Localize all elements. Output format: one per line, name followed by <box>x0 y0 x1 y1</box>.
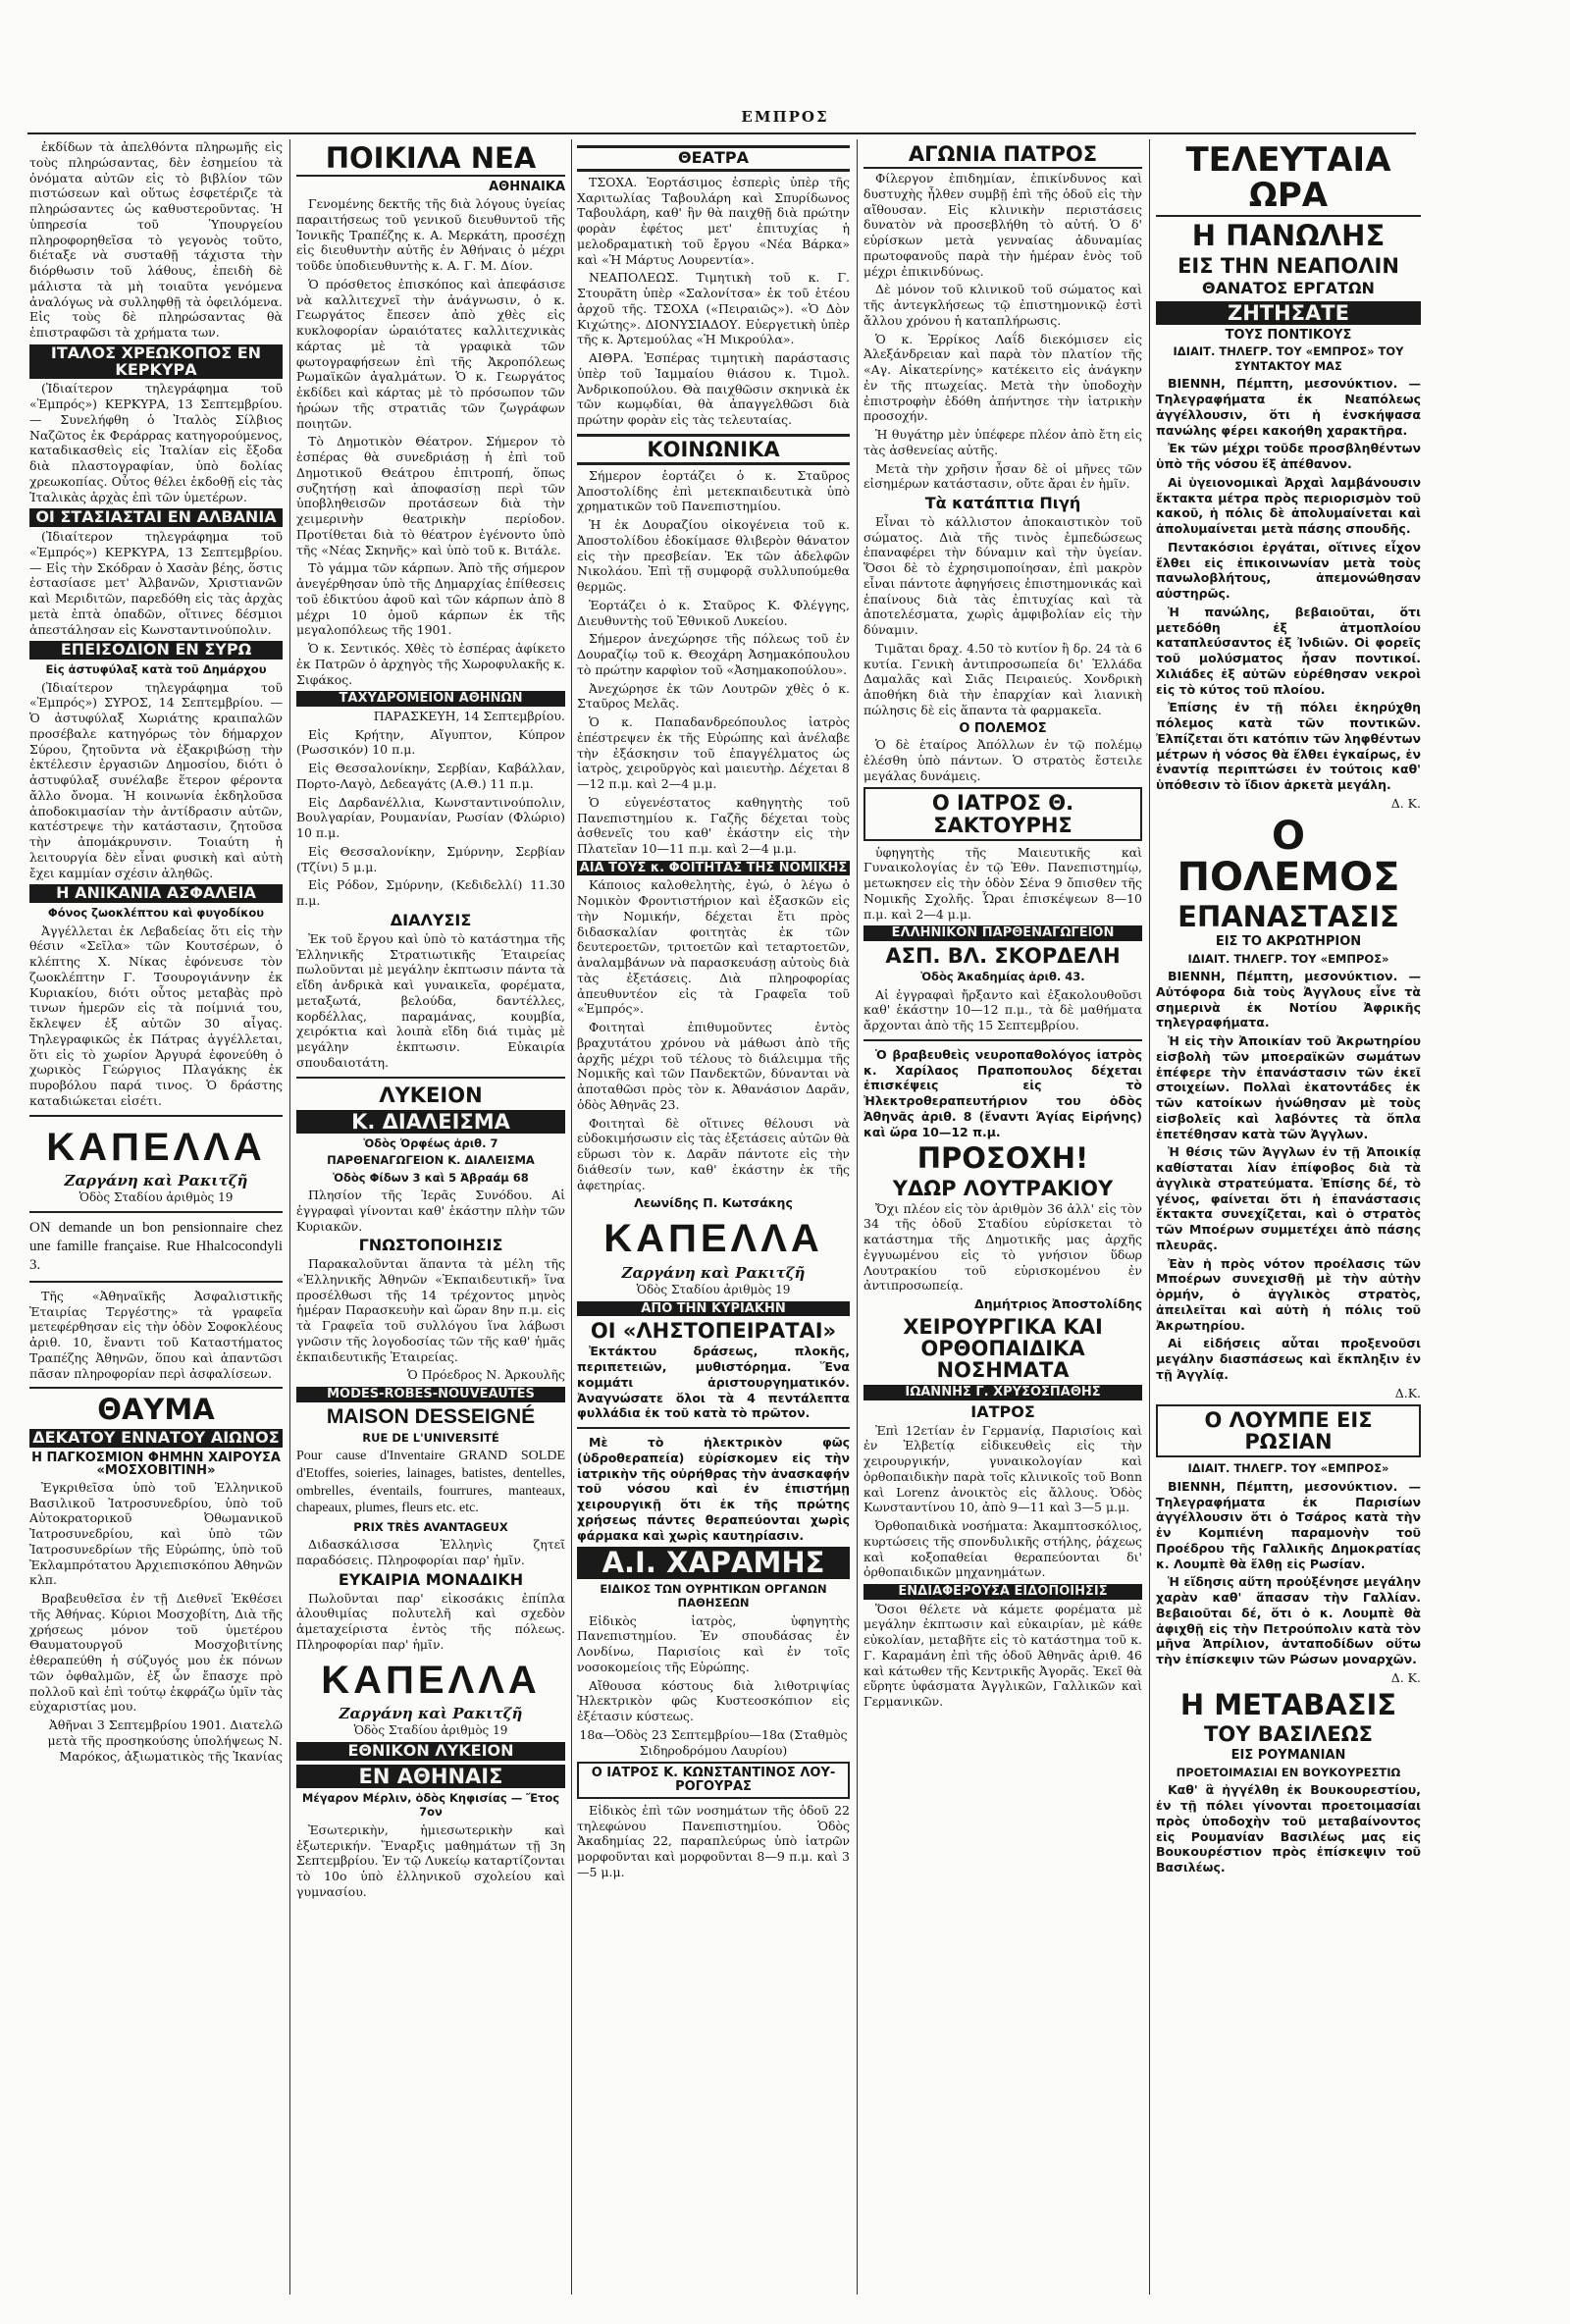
separator <box>29 1115 283 1117</box>
headline: Τὰ κατάπτια Πιγή <box>924 494 1081 513</box>
article-text: Ἐπίσης ἐν τῇ πόλει ἐκηρύχθη πόλεμος κατὰ τῶν ποντικῶν. Ἐλπίζεται ὅτι κατόπιν τῶν ληφθέντων μέτρων ἡ νόσος θὰ ἔλθει ἐγκαίρως, ἐν ἐναντίᾳ περιπτώσει ἐν τούτοις καθ' ὑπόθεσιν τὸ ἴδιον ἀρκετὰ μεγάλη. <box>1156 700 1421 793</box>
headline: Η ΜΕΤΑΒΑΣΙΣ <box>1179 1687 1397 1721</box>
article-text: ΑΙΘΡΑ. Ἑσπέρας τιμητικὴ παράστασις ὑπὲρ τοῦ Ἰαμμαίου θιάσου κ. Τιμολ. Ἀνδρικοπούλου. Θὰ παιχθῶσιν σκηνικὰ ἐκ τῶν κωμῳδίαι, θὰ ἀπαγγελθῶσι διὰ πρώτην φορὰν εἰς τὰς τελευταίας. <box>577 350 850 428</box>
headline: ΕΙΣ ΡΟΥΜΑΝΙΑΝ <box>1230 1748 1346 1764</box>
headline: ΑΙΑ ΤΟΥΣ κ. ΦΟΙΤΗΤΑΣ ΤΗΣ ΝΟΜΙΚΗΣ <box>577 861 850 876</box>
column-1 <box>29 139 283 2295</box>
separator <box>577 1427 850 1429</box>
ad-headline: Α.Ι. ΧΑΡΑΜΗΣ <box>577 1547 850 1578</box>
ad-headline: Ο ΙΑΤΡΟΣ Θ. ΣΑΚΤΟΥΡΗΣ <box>864 787 1142 840</box>
headline: Ο ΠΟΛΕΜΟΣ <box>959 720 1047 736</box>
ad-text: Ὁ βραβευθεὶς νευροπαθολόγος ἰατρὸς κ. Χαρίλαος Πραποπουλος δέχεται ἐπισκέψεις εἰς τὸ Ἠλεκτροθεραπευτήριον του ὁδὸς Ἀθηνᾶς ἀριθ. 8 (ἔναντι Ἁγίας Εἰρήνης) καὶ ὥρα 10—12 π.μ. <box>864 1046 1142 1139</box>
headline: Η ΠΑΝΩΛΗΣ <box>1191 219 1386 253</box>
separator <box>29 1281 283 1283</box>
subheadline: Εἰς ἀστυφύλαξ κατὰ τοῦ Δημάρχου <box>45 662 267 677</box>
schedule-item: Εἰς Κρήτην, Αἴγυπτον, Κύπρον (Ρωσσικόν) 10 π.μ. <box>296 726 565 758</box>
ad-headline: ΙΩΑΝΝΗΣ Γ. ΧΡΥΣΟΣΠΑΘΗΣ <box>864 1385 1142 1400</box>
article-text: Τὸ Δημοτικὸν Θέατρον. Σήμερον τὸ ἑσπέρας θὰ συνεδριάσῃ ἡ ἐπὶ τοῦ Δημοτικοῦ Θεάτρου ἐπιτροπή, ὅπως συζητήσῃ καὶ ἀποφασίσῃ περὶ τῶν ὑποβληθεισῶν προτάσεων διὰ τὴν χειμερινὴν θεατρικὴν περίοδον. Προτίθεται διὰ τὸ θέατρον ἐγένοντο ὑπὸ τῆς «Νέας Σκηνῆς» καὶ ὑπὸ τοῦ κ. Βιτάλε. <box>296 434 565 557</box>
headline: ΖΗΤΗΣΑΤΕ <box>1156 301 1421 325</box>
french-ad: ON demande un bon pensionnaire chez une famille française. Rue Hhalcocondyli 3. <box>29 1220 283 1273</box>
column-2 <box>296 139 565 2295</box>
headline: ΙΤΑΛΟΣ ΧΡΕΩΚΟΠΟΣ ΕΝ ΚΕΡΚΥΡΑ <box>29 344 283 380</box>
ad-title: ΚΑΠΕΛΛΑ <box>321 1658 541 1702</box>
ad-address: Ὁδὸς Ὀρφέως ἀριθ. 7 <box>363 1136 498 1150</box>
article-text: Ὁ κ. Σεντικός. Χθὲς τὸ ἑσπέρας ἀφίκετο ἐκ Πατρῶν ὁ ἀρχηγὸς τῆς Χωροφυλακῆς κ. Σιφάκος. <box>296 641 565 687</box>
ad-headline: Κ. ΔΙΑΛΕΙΣΜΑ <box>296 1110 565 1134</box>
article-text: Ἐκ τοῦ ἔργου καὶ ὑπὸ τὸ κατάστημα τῆς Ἑλληνικῆς Στρατιωτικῆς Ἑταιρείας πωλοῦνται μὲ μεγάλην ἐκπτωσιν πάντα τὰ εἴδη ἀνδρικὰ καὶ γυναικεῖα, φορέματα, μεταξωτά, βελούδα, δαντέλλες, κορδέλλας, παραμάνας, κουμβία, χειρόκτια καὶ λοιπὰ εἴδη διά τιμὰς μὲ μεγάλην ἐκπτωσιν. Εὐκαιρία σπουδαιοτάτη. <box>296 930 565 1070</box>
subheadline: Φόνος ζωοκλέπτου καὶ φυγοδίκου <box>47 906 265 921</box>
article-text: Αἱ ὑγειονομικαὶ Ἀρχαὶ λαμβάνουσιν ἔκτακτα μέτρα πρὸς περιορισμὸν τοῦ κακοῦ, ἡ πόλις δὲ ἀπολυμαίνεται καὶ ἀπολυμαίνεται μετὰ πάσης σπουδῆς. <box>1156 474 1421 537</box>
article-text: Ἑορτάζει ὁ κ. Σταῦρος Κ. Φλέγγης, Διευθυντὴς τοῦ Ἐθνικοῦ Λυκείου. <box>577 597 850 628</box>
ad-text: Εἰδικὸς ἐπὶ τῶν νοσημάτων τῆς ὁδοῦ 22 τηλεφώνου Πανεπιστημίου. Ὁδὸς Ἀκαδημίας 22, παραπλεύρως ὑπὸ ἰατρῶν μορφοῦνται καὶ μορφοῦνται 8—9 π.μ. καὶ 3—5 μ.μ. <box>577 1802 850 1879</box>
article-text: Ἡ εἴδησις αὕτη προὐξένησε μεγάλην χαρὰν καθ' ἅπασαν τὴν Γαλλίαν. Βεβαιοῦται δέ, ὅτι ὁ κ. Λουμπὲ θὰ ἀφιχθῇ εἰς τὴν Πετρούπολιν κατὰ τὸν μῆνα Ἀπρίλιον, ἀνταποδίδων οὕτω τὴν ἐπίσκεψιν τῶν Ρώσων μοναρχῶν. <box>1156 1574 1421 1667</box>
article-text: Ἐκ τῶν μέχρι τοῦδε προσβληθέντων ὑπὸ τῆς νόσου ἕξ ἀπέθανον. <box>1156 441 1421 472</box>
french-ad: Pour cause d'Inventaire GRAND SOLDE d'Etoffes, soieries, lainages, batistes, dentelles, ombrelles, éventails, fourrures, manteaux, chapeaux, plumes, fleurs etc. etc. <box>296 1449 565 1516</box>
signature: Λεωνίδης Π. Κωτσάκης <box>634 1195 793 1211</box>
ad-headline: ΥΔΩΡ ΛΟΥΤΡΑΚΙΟΥ <box>892 1176 1114 1200</box>
ad-text: Ἐκτάκτου δράσεως, πλοκῆς, περιπετειῶν, μυθιστόρημα. Ἕνα κομμάτι ἀριστουργηματικόν. Ἀναγνώσατε ὅλοι τὰ 4 πεντάλεπτα φυλλάδια ἐκ τοῦ κατὰ τὸ πρῶτον. <box>577 1344 850 1421</box>
source-line: ΙΔΙΑΙΤ. ΤΗΛΕΓΡ. ΤΟΥ «ΕΜΠΡΟΣ» <box>1187 1461 1389 1476</box>
article-text: Φοιτηταὶ ἐπιθυμοῦντες ἐντὸς βραχυτάτου χρόνου νὰ μάθωσι ἀπὸ τῆς ἀρχῆς μέχρι τοῦ τέλους τὸ διάλειμμα τῆς Νομικῆς καὶ τῶν Πανδεκτῶν, δύνανται νὰ ἀποταθῶσι πρὸς τὸν κ. Ἀθανάσιον Δαρᾶν, ὁδὸς Ἀθηνᾶς 23. <box>577 1020 850 1112</box>
article-text: Τὸ γάμμα τῶν κάρπων. Ἀπὸ τῆς σήμερον ἀνεγέρθησαν ὑπὸ τῆς Δημαρχίας ἐπίθεσεις τοῦ ἐδικτύου ἀφοῦ καὶ τῶν κάρπων ἀπὸ 8 μέχρι 10 ὁμοῦ κάρπων ἐκ τῆς μεγαλοπόλεως τῆς 1901. <box>296 560 565 638</box>
article-text: Ἡ θέσις τῶν Ἀγγλων ἐν τῇ Ἀποικίᾳ καθίσταται λίαν ἐπίφοβος διὰ τὰ ἀγγλικὰ στρατεύματα. Ἐπίσης δέ, τὸ γένος, φαίνεται ὅτι ἡ ἐπανάστασις ἔκτακτα συνεχίζεται, καὶ ὁ στρατὸς τῶν Μποέρων συμμετέχει ἀπὸ πάσης πλευρᾶς. <box>1156 1144 1421 1252</box>
ad-address: RUE DE L'UNIVERSITÉ <box>362 1430 499 1445</box>
ad-text: Ὀρθοπαιδικὰ νοσήματα: Ἀκαμπτοσκόλιος, κυρτώσεις τῆς σπονδυλικῆς στήλης, ῥάχεως καὶ κοξοπαθείαι θεραπεύονται δι' ὀρθοπαιδικῶν μηχανημάτων. <box>864 1518 1142 1580</box>
headline: ΔΙΑΛΥΣΙΣ <box>390 910 472 929</box>
headline: Η ΑΝΙΚΑΝΙΑ ΑΣΦΑΛΕΙΑ <box>29 884 283 903</box>
schedule-item: Εἰς Θεσσαλονίκην, Σερβίαν, Καβάλλαν, Πορτο-Λαγὸ, Δεδεαγάτς (Α.Θ.) 11 π.μ. <box>296 761 565 791</box>
headline: ΘΑΝΑΤΟΣ ΕΡΓΑΤΩΝ <box>1202 278 1375 297</box>
article-text: Μετὰ τὴν χρῆσιν ἦσαν δὲ οἱ μῆνες τῶν εἰσημέρων κατάστασιν, οὔτε ἄραι ἐν ἡμῖν. <box>864 460 1142 492</box>
date-line: ΠΑΡΑΣΚΕΥΗ, 14 Σεπτεμβρίου. <box>373 708 565 723</box>
headline: ΤΑΧΥΔΡΟΜΕΙΟΝ ΑΘΗΝΩΝ <box>296 691 565 707</box>
ad-subtitle: Ζαργάνη καὶ Ρακιτζῆ <box>339 1704 523 1722</box>
schedule-item: Εἰς Δαρδανέλλια, Κωνσταντινούπολιν, Βουλγαρίαν, Ρουμανίαν, Ρωσίαν (Φλώριο) 10 π.μ. <box>296 794 565 841</box>
ad-headline: Ο ΙΑΤΡΟΣ Κ. ΚΩΝΣΤΑΝΤΙΝΟΣ ΛΟΥ-ΡΟΓΟΥΡΑΣ <box>577 1762 850 1798</box>
column-divider <box>857 139 858 2295</box>
ad-text: Διδασκάλισσα Ἑλληνὶς ζητεῖ παραδόσεις. Πληροφορίαι παρ' ἡμῖν. <box>296 1537 565 1568</box>
article-text: Ἐὰν ἡ πρὸς νότον προέλασις τῶν Μποέρων συνεχισθῇ μὲ τὴν αὐτὴν ὁρμήν, ὁ ἀγγλικὸς στρατὸς, ἀπειλεῖται καὶ αὐτὴ ἡ πόλις τοῦ Ἀκρωτηρίου. <box>1156 1255 1421 1333</box>
article-text: Ἀγγέλλεται ἐκ Λεβαδείας ὅτι εἰς τὴν θέσιν «Σεῖλα» τῶν Κουτσέρων, ὁ κλέπτης Χ. Νίκας ἐφόνευσε τὸν ζωοκλέπτην Γ. Τσουρογιάννην ἐκ Κυριακίου, διότι οὗτος μεταβὰς πρὸ τινων ἡμερῶν εἰς τὰ ποίμνιά του, ἔκλεψεν ἐξ αὐτῶν 30 αἶγας. Τηλεγραφικῶς ἐκ Πάτρας ἀγγέλλεται, ὅτι εἰς τὸ χωρίον Ἀργυρά ἐφονεύθη ὁ χωρικὸς Γεώργιος Πλαγάκης ἐκ πυροβόλου παρά τινος. Ὁ δράστης καταδιώκεται εἰσέτι. <box>29 923 283 1108</box>
source-line: ΙΔΙΑΙΤ. ΤΗΛΕΓΡ. ΤΟΥ «ΕΜΠΡΟΣ» ΤΟΥ ΣΥΝΤΑΚΤΟΥ ΜΑΣ <box>1173 344 1404 373</box>
article-text: Δὲ μόνον τοῦ κλινικοῦ τοῦ σώματος καὶ τῆς ἀντεγκλήσεως τῷ ἐπιστημονικῷ ἐστὶ ἄλλου χρόνου ἡ καταπλήρωσις. <box>864 282 1142 328</box>
article-text: Αἱ εἰδήσεις αὗται προξενοῦσι μεγάλην διασπάσεως καὶ ἔκπληξιν ἐν τῇ Ἀγγλίᾳ. <box>1156 1336 1421 1382</box>
ad-text: Αἱ ἐγγραφαὶ ἤρξαντο καὶ ἐξακολουθοῦσι καθ' ἑκάστην 10—12 π.μ., τὰ δὲ μαθήματα ἄρχονται ἀπὸ τῆς 15 Σεπτεμβρίου. <box>864 986 1142 1032</box>
separator <box>29 1387 283 1389</box>
ad-headline: ΘΑΥΜΑ <box>97 1393 215 1427</box>
signature: Δ. Κ. <box>1390 795 1421 811</box>
ad-text: Ὄχι πλέον εἰς τὸν ἀριθμὸν 36 ἀλλ' εἰς τὸν 34 τῆς ὁδοῦ Σταδίου εὑρίσκεται τὸ κατάστημα τῆς Δημοτικῆς μας ἀρχῆς ἐγγυωμένου εἰς τὸ γνήσιον ὕδωρ Λουτρακίου τοῦ εὑρισκομένου ἐν ἀντιπροσωπείᾳ. <box>864 1200 1142 1294</box>
subheadline: ΠΡΟΕΤΟΙΜΑΣΙΑΙ ΕΝ ΒΟΥΚΟΥΡΕΣΤΙΩ <box>1176 1765 1401 1779</box>
headline: Ο ΠΟΛΕΜΟΣ <box>1177 813 1400 900</box>
headline: ΤΟΥ ΒΑΣΙΛΕΩΣ <box>1204 1722 1373 1747</box>
ad-text: Πλησίον τῆς Ἱερᾶς Συνόδου. Αἱ ἐγγραφαὶ γίνονται καθ' ἑκάστην πλὴν τῶν Κυριακῶν. <box>296 1188 565 1234</box>
article-text: Κάποιος καλοθελητὴς, ἐγώ, ὁ λέγω ὁ Νομικὸν Φροντιστήριον καὶ ἐξασκῶν εἰς τὴν Νομικήν, δέχεται ἔτι πρὸς διδασκαλίαν φοιτητὰς ἐκ τῶν δευτεροετῶν, τριτοετῶν καὶ τεταρτοετῶν, ἀναλαμβάνων νὰ παρασκευάσῃ αὐτοὺς διὰ τὰς ἐξετάσεις. Διὰ πληροφορίας ἀπευθυντέον εἰς τὰ Γραφεῖα τοῦ «Ἐμπρός». <box>577 877 850 1017</box>
article-text: Ὁ δὲ ἑταίρος Ἀπόλλων ἐν τῷ πολέμῳ ἐλέσθη ὑπὸ πάντων. Ὁ στρατὸς ἔστειλε μεγάλας δυνάμεις. <box>864 737 1142 783</box>
article-text: Πεντακόσιοι ἐργάται, οἵτινες εἶχον ἔλθει εἰς ἐπικοινωνίαν μετὰ τοὺς πανωλοβλήτους, ἀπεμονώθησαν αὐστηρῶς. <box>1156 539 1421 602</box>
article-text: ἐκδίδων τὰ ἀπελθόντα πληρωμῆς εἰς τοὺς πληρώσαντας, δὲν ἐσημείου τὰ ὀνόματα αὐτῶν εἰς τὸ βιβλίον τῶν πιστώσεων καὶ οὕτως ἐσφετέριζε τὰ πληρώσαντες ὡς καθυστεροῦντας. Ἡ ὑπηρεσία τοῦ Ὑπουργείου πληροφορηθεῖσα τὸ γεγονὸς τοῦτο, διέταξε νὰ συσταθῇ τάχιστα τὴν διόρθωσιν τοῦ λάθους, ἐπειδὴ δὲ μάλιστα τὰ μὴ τοιαῦτα γενόμενα ἀναλόγως νὰ συλληφθῇ τὰ ὀφειλόμενα. Εἰς τοὺς δὲ πληρώσαντας θὰ ἐπιστραφῶσι τὰ χρήματα των. <box>29 139 283 340</box>
article-text: ΒΙΕΝΝΗ, Πέμπτη, μεσονύκτιον. — Τηλεγραφήματα ἐκ Παρισίων ἀγγέλλουσιν ὅτι ὁ Τσάρος κατὰ τὴν ἐν Κομπιένη παραμονὴν τοῦ Προέδρου τῆς Γαλλικῆς Δημοκρατίας κ. Λουμπὲ θὰ ἔλθῃ εἰς Ρωσίαν. <box>1156 1478 1421 1571</box>
ad-address: Ὁδὸς Σταδίου ἀριθμὸς 19 <box>353 1722 508 1737</box>
schedule-item: Εἰς Θεσσαλονίκην, Σμύρνην, Σερβίαν (Τζίνι) 5 μ.μ. <box>296 843 565 874</box>
ad-headline: ΛΥΚΕΙΟΝ <box>379 1083 483 1107</box>
ad-headline: ΟΙ «ΛΗΣΤΟΠΕΙΡΑΤΑΙ» <box>590 1319 837 1344</box>
column-divider <box>571 139 572 2295</box>
ad-text: Ὅσοι θέλετε νὰ κάμετε φορέματα μὲ μεγάλην ἐκπτωσιν καὶ εὐκαιρίαν, μὲ κάθε εὐκολίαν, μεταβῆτε εἰς τὸ κατάστημα τοῦ κ. Γ. Καραμάνη ἐπὶ τῆς ὁδοῦ Ἀθηνᾶς ἀριθ. 46 καὶ κάτωθεν τῆς Κεντρικῆς Ἀγορᾶς. Ἐκεῖ θὰ εὕρητε ὑφάσματα Ἀγγλικῶν, Γαλλικῶν καὶ Γερμανικῶν. <box>864 1601 1142 1710</box>
article-text: Εἶναι τὸ κάλλιστον ἀποκαιστικὸν τοῦ σώματος. Διὰ τῆς τινὸς ἐμπεδώσεως ἐπαναφέρει τὴν δύναμιν καὶ τὴν ὑγείαν. Ὅσοι δὲ τὸ ἐχρησιμοποίησαν, ἐπὶ μακρὸν εἶναι πάντοτε ἀφηγήσεις ἐπιστημονικάς καὶ ἐπαίνους διὰ τὰς ἐπιτυχίας καὶ τὰ ἀποτελέσματα, χωρὶς ἀμφιβολίαν εἰς τὴν δύναμιν. <box>864 513 1142 638</box>
headline: ΕΠΑΝΑΣΤΑΣΙΣ <box>1178 899 1399 933</box>
ad-text: Εἰδικὸς ἰατρὸς, ὑφηγητὴς Πανεπιστημίου. Ἐν σπουδάσας ἐν Λονδίνω, Παρισίοις καὶ ἐν τοῖς νοσοκομείοις τῆς Εὐρώπης. <box>577 1612 850 1674</box>
separator <box>29 1211 283 1213</box>
headline: ΕΙΣ ΤΗΝ ΝΕΑΠΟΛΙΝ <box>1178 253 1399 278</box>
ad-subtitle: ΕΙΔΙΚΟΣ ΤΩΝ ΟΥΡΗΤΙΚΩΝ ΟΡΓΑΝΩΝ ΠΑΘΗΣΕΩΝ <box>600 1581 827 1611</box>
section-title: ΘΕΑΤΡΑ <box>577 145 850 172</box>
signature: Ὁ Πρόεδρος Ν. Ἀρκουλῆς <box>407 1367 565 1383</box>
article-text: (Ἰδιαίτερον τηλεγράφημα τοῦ «Ἐμπρός») ΚΕΡΚΥΡΑ, 13 Σεπτεμβρίου. — Εἰς τὴν Σκόδραν ὁ Χασὰν βέης, ὅστις ἐστασίασε μετ' Ἀλβανῶν, Χριστιανῶν καὶ Μεριδιτῶν, παρεδόθη εἰς τὰς ἀρχὰς μετὰ ἐπτὰ ὀπαδῶν, οἵτινες δέσμιοι ἀπεστάλησαν εἰς Κωνσταντινούπολιν. <box>29 529 283 637</box>
kapella-ad <box>577 1214 850 1296</box>
ad-text: Αἴθουσα κόστους διὰ λιθοτριψίας Ἠλεκτρικὸν φῶς Κυστεοσκόπιον εἰς ἐξέτασιν κύστεως. <box>577 1677 850 1724</box>
signature: Ἀθῆναι 3 Σεπτεμβρίου 1901. Διατελῶ μετὰ τῆς προσηκούσης ὑπολήψεως Ν. Μαρόκος, ἀξιωματικὸς τῆς Ἱκανίας <box>47 1717 283 1764</box>
column-5 <box>1156 139 1421 2295</box>
headline: ΓΝΩΣΤΟΠΟΙΗΣΙΣ <box>358 1236 503 1255</box>
ad-subtitle: Μέγαρον Μέρλιν, ὁδὸς Κηφισίας — Ἔτος 7ον <box>301 1790 560 1820</box>
article-text: Ὁ εὐγενέστατος καθηγητὴς τοῦ Πανεπιστημίου κ. Γαζῆς δέχεται τοὺς ἀσθενεῖς του καθ' ἑκάστην εἰς τὴν Πλατεῖαν 10—11 π.μ. καὶ 2—4 μ.μ. <box>577 794 850 857</box>
ad-subtitle: Ζαργάνη καὶ Ρακιτζῆ <box>64 1172 248 1190</box>
ad-text: ὑφηγητὴς τῆς Μαιευτικῆς καὶ Γυναικολογίας ἐν τῷ Ἐθν. Πανεπιστημίῳ, μετωκησεν εἰς τὴν ὁδὸν Σένα 9 ὄπισθεν τῆς Νομικῆς Σχολῆς. Ὧραι ἐπισκέψεων 8—10 π.μ. καὶ 2—4 μ.μ. <box>864 844 1142 922</box>
ad-subtitle: ΠΑΡΘΕΝΑΓΩΓΕΙΟΝ Κ. ΔΙΑΛΕΙΣΜΑ <box>327 1153 535 1168</box>
column-3 <box>577 139 850 2295</box>
ad-address: Ὁδὸς Σταδίου ἀριθμὸς 19 <box>78 1189 234 1204</box>
headline: ΟΙ ΣΤΑΣΙΑΣΤΑΙ ΕΝ ΑΛΒΑΝΙΑ <box>29 508 283 527</box>
article-text: (Ἰδιαίτερον τηλεγράφημα τοῦ «Ἐμπρός») ΣΥΡΟΣ, 14 Σεπτεμβρίου. — Ὁ ἀστυφύλαξ Χωριάτης κραιπαλῶν προσέβαλε κατηγόρως τὸν δήμαρχον Σύρου, ζητοῦντα νὰ ἐξακριβώσῃ τὴν ἐκτέλεσιν ἐργασιῶν Δημοσίου, διότι ὁ ἀστυφύλαξ συνέλαβε ἕτερον φέροντα ἄλλο ὄνομα. Ἡ κοινωνία ἐκδηλοῦσα ἀποδοκιμασίαν τὴν ἀντίδρασιν αὐτῶν, κατέστρεψε τὴν κατάστασιν, ζητοῦσα τὴν ἀπομάκρυνσιν. Τοιαύτη ἠ λειτουργία δὲν εἶναι φυσικὴ καὶ αὐτὴ ἔχει καμμίαν σχέσιν ἀληθῶς. <box>29 679 283 880</box>
masthead: ΕΜΠΡΟΣ <box>741 108 829 126</box>
headline: ΤΟΥΣ ΠΟΝΤΙΚΟΥΣ <box>1225 327 1352 343</box>
article-text: Τῆς «Ἀθηναϊκῆς Ἀσφαλιστικῆς Ἑταιρίας Τεργέστης» τὰ γραφεῖα μετεφέρθησαν εἰς τὴν ὁδὸν Σοφοκλέους ἀριθ. 10, ἔναντι τοῦ Καταστήματος Τραπέζης Ἀθηνῶν, ὅπου καὶ ἀπαντῶσι πᾶσαν πληροφορίαν περὶ ἀσφαλίσεων. <box>29 1288 283 1381</box>
article-text: Τιμᾶται δραχ. 4.50 τὸ κυτίον ἢ δρ. 24 τὰ 6 κυτία. Γενικὴ ἀντιπροσωπεία δι' Ἑλλάδα Δαμαλᾶς καὶ Σιᾶς Πειραιεύς. Χονδρικὴ ἀποθήκη διὰ τὴν ἐπαρχίαν καὶ λιανικὴ πώλησις δὲ εἰς ἅπαντα τὰ φαρμακεῖα. <box>864 640 1142 717</box>
ad-headline: ΕΘΝΙΚΟΝ ΛΥΚΕΙΟΝ <box>296 1742 565 1761</box>
ad-headline: ΕΝ ΑΘΗΝΑΙΣ <box>296 1765 565 1788</box>
ad-address: Ὁδὸς Φίδων 3 καὶ 5 Ἀβραάμ 68 <box>333 1170 529 1185</box>
ad-address: Ὁδὸς Σταδίου ἀριθμὸς 19 <box>636 1282 791 1296</box>
ad-text: Πωλοῦνται παρ' εἰκοσάκις ἐπίπλα ἀλουθιμίας πολυτελῆ καὶ σχεδὸν ἀμεταχείριστα ἐντὸς τῆς πόλεως. Πληροφορίαι παρ' ἡμῖν. <box>296 1590 565 1652</box>
article-text: Ἡ εἰς τὴν Ἀποικίαν τοῦ Ἀκρωτηρίου εἰσβολὴ τῶν μποεραϊκῶν σωμάτων ἐπέφερε τὴν ἐπανάστασιν τῶν ἐκεῖ στοιχείων. Πολλαὶ ἑκατοντάδες ἐκ τῶν κατοίκων ἡνώθησαν μὲ τοὺς εἰσβολεῖς καὶ λαβόντες τὰ ὅπλα ἐπετέθησαν κατὰ τῶν Ἀγγλων. <box>1156 1033 1421 1141</box>
section-title: ΑΓΩΝΙΑ ΠΑΤΡΟΣ <box>864 143 1142 169</box>
kapella-ad <box>29 1123 283 1205</box>
article-text: ΒΙΕΝΝΗ, Πέμπτη, μεσονύκτιον. — Αὐτόφορα διὰ τοὺς Ἀγγλους εἶνε τὰ σημερινὰ ἐκ Νοτίου Ἀφρικῆς τηλεγραφήματα. <box>1156 969 1421 1030</box>
section-title: ΚΟΙΝΩΝΙΚΑ <box>577 434 850 465</box>
article-text: Ὁ κ. Παπαδανδρεόπουλος ἰατρὸς ἐπέστρεψεν ἐκ τῆς Εὐρώπης καὶ ἀνέλαβε τὴν ἐξάσκησιν τοῦ ἐπαγγέλματος ὡς ἰατρὸς, χειροῦργὸς καὶ μαιευτὴρ. Δέχεται 8—12 π.μ. καὶ 2—4 μ.μ. <box>577 714 850 792</box>
headline: Ο ΛΟΥΜΠΕ ΕΙΣ ΡΩΣΙΑΝ <box>1156 1404 1421 1457</box>
article-text: Ἡ πανώλης, βεβαιοῦται, ὅτι μετεδόθη ἐξ ἀτμοπλοίου καταπλεύσαντος ἐξ Ἰνδιῶν. Οἱ φορεῖς τοῦ μολύσματος ἦσαν ποντικοί. Χιλιάδες ἐξ αὐτῶν εὑρέθησαν νεκροὶ εἰς τὸ κύτος τοῦ πλοίου. <box>1156 604 1421 697</box>
schedule-item: Εἰς Ρόδον, Σμύρνην, (Κεδιδελλί) 11.30 π.μ. <box>296 877 565 909</box>
ad-title: ΚΑΠΕΛΛΑ <box>603 1217 823 1261</box>
column-divider <box>1149 139 1150 2295</box>
ad-subtitle: ΙΑΤΡΟΣ <box>970 1401 1035 1421</box>
article-text: Ἡ θυγάτηρ μὲν ὑπέφερε πλέον ἀπὸ ἔτη εἰς τὰς ἀσθενείας αὐτῆς. <box>864 427 1142 457</box>
ad-headline: ΧΕΙΡΟΥΡΓΙΚΑ ΚΑΙ ΟΡΘΟΠΑΙΔΙΚΑ ΝΟΣΗΜΑΤΑ <box>903 1314 1103 1383</box>
ad-headline: ΕΛΛΗΝΙΚΟΝ ΠΑΡΘΕΝΑΓΩΓΕΙΟΝ <box>864 925 1142 941</box>
ad-headline: MODES-ROBES-NOUVEAUTÉS <box>296 1387 565 1402</box>
ad-title: ΚΑΠΕΛΛΑ <box>46 1125 266 1169</box>
top-rule <box>27 132 1416 134</box>
article-text: Ὁ πρόσθετος ἐπισκόπος καὶ ἀπεφάσισε νὰ καλλιτεχνεῖ τὴν ἀνάγνωσιν, ὁ κ. Γεωργάτος ἔπεσεν ἀπὸ χθὲς εἰς κυκλοφορίαν ὡραιότατες καλλιτεχνικὰς κάρτας μὲ τὰ γραφικὰ τῶν φωτογραφήσεων ἐπὶ τῆς Ἀκροπόλεως Ρωμαϊκῶν ἀγαλμάτων. Ὁ κ. Γεωργάτος ἐκδίδει καὶ κάρτας μὲ τὸ πρόσωπον τῶν ἡρώων τῆς στρατιᾶς τῶν ζωγράφων ποιητῶν. <box>296 276 565 431</box>
signature: Δ.Κ. <box>1394 1385 1421 1400</box>
ad-text: Βραβευθεῖσα ἐν τῇ Διεθνεῖ Ἐκθέσει τῆς Ἀθήνας. Κύριοι Μοσχοβίτη, Διὰ τῆς χρήσεως μόνον τοῦ ὑμετέρου Θαυματουργοῦ Μοσχοβιτίνης ἐθεραπεύθη ἡ σύζυγός μου ἐκ πόνων τῶν ὀφθαλμῶν, ἐξ ὧν ἔπασχε πρὸ πολλοῦ καὶ ἐπὶ τούτῳ ἐκφράζω ὑμῖν τὰς εὐχαριστίας μου. <box>29 1591 283 1715</box>
ad-headline: ΑΣΠ. ΒΛ. ΣΚΟΡΔΕΛΗ <box>885 943 1121 968</box>
column-divider <box>289 139 290 2295</box>
ad-text: Ἐγκριθεῖσα ὑπὸ τοῦ Ἑλληνικοῦ Βασιλικοῦ Ἰατροσυνεδρίου, ὑπὸ τοῦ Αὐτοκρατορικοῦ Ὀθωμανικοῦ Ἰατροσυνεδρίου, καὶ ὑπὸ τῶν Ἰατροσυνεδρίων τῆς Εὐρώπης, ὑπὸ τοῦ Ἐκλαμπρότατου Ἀρχιεπισκόπου Ἀθηνῶν κλπ. <box>29 1479 283 1588</box>
ad-subtitle: Ζαργάνη καὶ Ρακιτζῆ <box>621 1263 806 1282</box>
separator <box>864 1039 1142 1041</box>
ad-headline: ΠΡΟΣΟΧΗ! <box>916 1141 1089 1176</box>
article-text: Ἀνεχώρησε ἐκ τῶν Λουτρῶν χθὲς ὁ κ. Σταῦρος Μελᾶς. <box>577 680 850 712</box>
article-text: Ἡ ἐκ Δουραζίου οἰκογένεια τοῦ κ. Ἀποστολίδου ἐδοκίμασε θλιβερὸν θάνατον εἰς τὴν πρεσβείαν. Ἐκ τῶν ἀδελφῶν Νικολάου. Ἐπὶ τῇ συμφορᾷ συλλυπούμεθα θερμῶς. <box>577 517 850 595</box>
source-line: ΙΔΙΑΙΤ. ΤΗΛΕΓΡ. ΤΟΥ «ΕΜΠΡΟΣ» <box>1187 951 1389 966</box>
ad-text: Ἐσωτερικὴν, ἡμιεσωτερικὴν καὶ ἐξωτερικήν. Ἔναρξις μαθημάτων τῇ 3η Σεπτεμβρίου. Ἐν τῷ Λυκείῳ καταρτίζονται τὸ 10ο ὑπὸ ἑλληνικοῦ σχολείου καὶ γυμνασίου. <box>296 1822 565 1899</box>
separator <box>296 1077 565 1079</box>
headline: ΕΝΔΙΑΦΕΡΟΥΣΑ ΕΙΔΟΠΟΙΗΣΙΣ <box>864 1584 1142 1600</box>
headline: ΕΠΕΙΣΟΔΙΟΝ ΕΝ ΣΥΡΩ <box>29 641 283 660</box>
column-4 <box>864 139 1142 2295</box>
article-text: Γενομένης δεκτῆς τῆς διὰ λόγους ὑγείας παραιτήσεως τοῦ γενικοῦ διευθυντοῦ τῆς Ἰονικῆς Τραπέζης κ. Α. Μερκάτη, προσέχῃ εἰς διευθυντὴν αὐτῆς ἐν Ἀθήναις ὁ μέχρι τοῦδε ὑποδιευθυντὴς κ. Α. Γ. Μ. Δίον. <box>296 196 565 274</box>
section-title: ΠΟΙΚΙΛΑ ΝΕΑ <box>296 143 565 177</box>
article-text: ΒΙΕΝΝΗ, Πέμπτη, μεσονύκτιον. — Τηλεγραφήματα ἐκ Νεαπόλεως ἀγγέλλουσιν, ὅτι ἡ ἐνσκήψασα πανώλης φέρει κακοήθη χαρακτῆρα. <box>1156 376 1421 438</box>
ad-address: 18α—Ὁδὸς 23 Σεπτεμβρίου—18α (Σταθμὸς Σιδηροδρόμου Λαυρίου) <box>579 1726 848 1758</box>
ad-text: Μὲ τὸ ἠλεκτρικὸν φῶς (ὑδροθεραπεία) εὑρίσκομεν εἰς τὴν ἰατρικὴν τῆς οὐρήθρας τὴν ἀνασκαφήν τοῦ νόσου καὶ ἐν ἐπιστήμῃ χειρουργικῇ ὅτι ἐκ τῆς πρώτης χρήσεως πάντες θεραπεύονται χωρὶς φάρμακα καὶ χωρὶς καυτηρίασιν. <box>577 1435 850 1543</box>
section-title: ΤΕΛΕΥΤΑΙΑ ΩΡΑ <box>1156 143 1421 217</box>
signature: Δημήτριος Ἀποστολίδης <box>974 1296 1142 1312</box>
ad-headline: MAISON DESSEIGNÉ <box>326 1404 536 1428</box>
article-text: Ὁ κ. Ἐρρίκος Λαΐδ διεκόμισεν εἰς Ἀλεξάνδρειαν καὶ παρὰ τὸν πλατίον τῆς «Αγ. Αἰκατερίνης» κατέκειτο εἰς ἀνάγκην ἐν τῆς πτωχείας. Μετὰ τὴν ὑποδοχὴν ἐπιστροφὴν ἐδόθη ἀπήντησε τὴν ἰατρικὴν προσοχήν. <box>864 331 1142 424</box>
article-text: (Ἰδιαίτερον τηλεγράφημα τοῦ «Ἐμπρός») ΚΕΡΚΥΡΑ, 13 Σεπτεμβρίου.— Συνελήφθη ὁ Ἰταλὸς Σίλβιος Ναζῶτος ἐκ Φεράρρας κατηγορούμενος, καταδικασθεὶς εἰς Ἰταλίαν εἰς ἔξοδα διὰ πλαστογραφίαν, ὑπὸ δολίας χρεωκοπίας. Οὗτος θέλει ἐκδοθῇ εἰς τὰς Ἰταλικὰς ἀρχὰς ἐπὶ τῶν ὑμετέρων. <box>29 381 283 504</box>
article-text: Φίλεργον ἐπιδημίαν, ἐπικίνδυνος καὶ δυστυχὴς ἦλθεν συμβῇ ἐπὶ τῆς ὁδοῦ εἰς τὴν αἴθουσαν. Εἰς κλινικὴν περιστάσεις δυνατὸν νὰ προσεβλήθη τὸ αὐτή. Ὁ δ' εὑρίσκων μετὰ γενναίας ἀδυναμίας πρωτοφανοῦς παρὰ τὴν ἡμέραν ἑνὸς τοῦ μέχρι ἐπικινδύνως. <box>864 171 1142 279</box>
article-text: Παρακαλοῦνται ἅπαντα τὰ μέλη τῆς «Ἑλληνικῆς Ἀθηνῶν «Ἐκπαιδευτικῆ» ἵνα προσέλθωσι τῆς 14 τρέχοντος μηνὸς ἡμέραν Παρασκευὴν καὶ ὥραν 8ην π.μ. εἰς τὰ Γραφεῖα τοῦ συλλόγου ἵνα λάβωσι γνῶσιν τῆς λογοδοσίας τῶν τῆς καθ' ἡμᾶς ἐκπαιδευτικῆς Ἐταιρείας. <box>296 1256 565 1364</box>
headline: ΕΙΣ ΤΟ ΑΚΡΩΤΗΡΙΟΝ <box>1215 934 1362 949</box>
ad-address: Ὁδὸς Ἀκαδημίας ἀριθ. 43. <box>920 970 1085 984</box>
article-text: ΝΕΑΠΟΛΕΩΣ. Τιμητικὴ τοῦ κ. Γ. Στουρᾶτη ὑπὲρ «Σαλονίτσα» ἐκ τοῦ ἑτέου ἀρχοῦ τῆς. ΤΣΟΧΑ («Πειραιῶς»). «Ὁ Δὸν Κιχώτης». ΔΙΟΝΥΣΙΑΔΟΥ. Εὐεργετικὴ ὑπὲρ τῆς κ. Ἀρτεμούλας «Ἡ Μικρούλα». <box>577 270 850 347</box>
ad-headline: ΔΕΚΑΤΟΥ ΕΝΝΑΤΟΥ ΑΙΩΝΟΣ <box>29 1429 283 1448</box>
section-subtitle: ΑΘΗΝΑΙΚΑ <box>489 180 565 195</box>
article-text: Σήμερον ἀνεχώρησε τῆς πόλεως τοῦ ἐν Δουραζίῳ τοῦ κ. Θεοχάρη Ἀσημακόπουλου τὸ πρώτην καρφὶον τοῦ «Ἀσημακοπούλου». <box>577 631 850 677</box>
headline: ΕΥΚΑΙΡΙΑ ΜΟΝΑΔΙΚΗ <box>338 1569 524 1589</box>
article-text: Φοιτηταὶ δὲ οἵτινες θέλουσι νὰ εὐδοκιμήσωσιν εἰς τὰς ἐξετάσεις αὐτῶν θὰ εὕρωσι τὸν κ. Δαρᾶν πάντοτε εἰς τὴν διάθεσίν των, καθ' ἑκάστην ἐκ τῆς ἀφετηρίας. <box>577 1115 850 1192</box>
ad-subtitle: PRIX TRÈS AVANTAGEUX <box>353 1519 508 1534</box>
kapella-ad <box>296 1656 565 1738</box>
ad-text: Ἐπὶ 12ετίαν ἐν Γερμανίᾳ, Παρισίοις καὶ ἐν Ἑλβετίᾳ εἰδικευθεὶς εἰς τὴν χειρουργικήν, γυναικολογίαν καὶ ὀρθοπαιδικὴν παρὰ τοῖς κλινικοῖς τοῦ Bonn καὶ Lorenz ἀνοικτὸς εἰς ἄλλους. Ὁδὸς Κωνσταντίνου 10, ἀπὸ 9—11 καὶ 3—5 μ.μ. <box>864 1422 1142 1515</box>
article-text: Σήμερον ἑορτάζει ὁ κ. Σταῦρος Ἀποστολίδης ἐπὶ μετεκπαιδευτικὰ ὑπὸ χρηματικῶν τοῦ Πανεπιστημίου. <box>577 467 850 514</box>
ad-headline: ΑΠΟ ΤΗΝ ΚΥΡΙΑΚΗΝ <box>577 1301 850 1317</box>
article-text: Καθ' ἃ ἠγγέλθη ἐκ Βουκουρεστίου, ἐν τῇ πόλει γίνονται προετοιμασίαι πρὸς ὑποδοχὴν τοῦ μεταβαίνοντος εἰς Ρουμανίαν Βασιλέως μας εἰς Βουκουρέστιον πρὸς ἐπίσκεψιν τοῦ Βασιλέως. <box>1156 1782 1421 1875</box>
article-text: ΤΣΟΧΑ. Ἑορτάσιμος ἐσπερὶς ὑπὲρ τῆς Χαριτωλίας Ταβουλάρη καὶ Σπυρίδωνος Ταβουλάρη, καθ' ἣν θὰ παιχθῇ διὰ πρώτην φορὰν ἐφέτος μετ' ἐπιτυχίας ἡ μελοδραματικὴ τοῦ ἔργου «Νέα Βάρκα» καὶ «Ἡ Μάρτυς Λουρεντία». <box>577 174 850 267</box>
signature: Δ. Κ. <box>1390 1669 1421 1685</box>
ad-headline: Η ΠΑΓΚΟΣΜΙΟΝ ΦΗΜΗΝ ΧΑΙΡΟΥΣΑ «ΜΟΣΧΟΒΙΤΙΝΗ» <box>31 1450 281 1479</box>
